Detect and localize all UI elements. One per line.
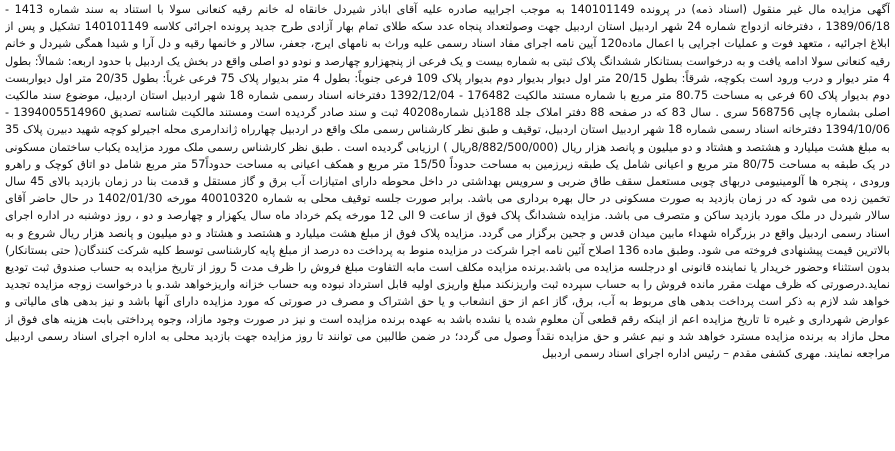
auction-notice [5,0,890,451]
auction-notice-text: آگهی مزایده مال غیر منقول (اسناد ذمه) در پرونده 140101149 به موجب اجراییه صادره علیه آقای اباذر شیردل خانقاه له خانم رقیه کنعانی سولا با استناد به سند شماره 1413 - 1389/06/18 ، دفترخانه ازدواج شماره 24 شهر اردبیل استان اردبیل جهت وصولتعداد پنجاه عدد سکه طلای تمام بهار آزادی طرح جدید پرونده اجرائی کلاسه 140101149 تشکیل و پس از ابلاغ اجرائیه ، متعهد فوت و عملیات اجرایی با اعمال ماده120 آیین نامه اجرای مفاد اسناد رسمی علیه وراث به نامهای ایرج، جعفر، سالار و خانمها رقیه و دل آرا و شیدا همگی شیردل و خانم رقیه کنعانی سولا ادامه یافت و به درخواست بستانکار ششدانگ پلاک ثبتی به شماره بیست و یک فرعی از پنجهزارو چهارصد و نودو دو اصلی واقع در بخش یک اردبیل با حدود اربعه: شمالاً: بطول 4 متر دیوار و درب ورود است بکوچه، شرقاً: بطول 20/15 متر اول دیوار بدیوار دوم بدیوار پلاک 109 فرعی جنوباً: بطول 4 متر بدیوار پلاک 75 فرعی غرباً: بطول 20/35 متر اول دیواربست دوم بدیوار پلاک 60 فرعی به مساحت 80.75 متر مربع با شماره مستند مالکیت 176482 - 1392/12/04 دفترخانه اسناد رسمی شماره 18 شهر اردبیل استان اردبیل، موضوع سند مالکیت اصلی بشماره چاپی 568756 سری . سال 83 که در صفحه 88 دفتر املاک جلد 188ذیل شماره40208 ثبت و سند صادر گردیده است ومستند مالکیت شناسه تصدیق 1394005514960 - 1394/10/06 دفترخانه اسناد رسمی شماره 18 شهر اردبیل استان اردبیل، توقیف و طبق نظر کارشناس رسمی ملک واقع در اردبیل چهارراه ژاندارمری محله اجیرلو کوچه شهید دبیرن پلاک 35 به مبلغ هشت میلیارد و هشتصد و هشتاد و دو میلیون و پانصد هزار ریال (8/882/500/000ریال ) ارزیابی گردیده است . طبق نظر کارشناس رسمی ملک مورد مزایده یکباب ساختمان مسکونی در یک طبقه به مساحت 80/75 متر مربع و اعیانی شامل یک طبقه زیرزمین به مساحت حدوداً 15/50 متر مربع و همکف اعیانی به مساحت حدوداً57 متر مربع شامل دو اتاق کوچک و راهرو ورودی ، پنجره ها آلومینیومی دربهای چوبی مستعمل سقف طاق ضربی و سرویس بهداشتی در داخل محوطه دارای امتیازات آب برق و گاز مستقل و قدمت بنا در زمان بازدید بالای 45 سال تخمین زده می شود که در زمان بازدید به صورت مسکونی در حال بهره برداری می باشد. برابر صورت جلسه توقیف محلی به شماره 40010320 مورخه 1402/01/30 در حال حاضر آقای سالار شیردل در ملک مورد بازدید ساکن و متصرف می باشد. مزایده ششدانگ پلاک فوق از ساعت 9 الی 12 مورخه یکم خرداد ماه سال یکهزار و چهارصد و دو ، روز دوشنبه در اداره اجرای اسناد رسمی اردبیل واقع در بزرگراه شهداء مابین میدان قدس و جحین برگزار می گردد. مزایده پلاک فوق از مبلغ هشت میلیارد و هشتصد و هشتاد و دو میلیون و پانصد هزار ریال شروع و به بالاترین قیمت پیشنهادی فروخته می شود. وطبق ماده 136 اصلاح آئین نامه اجرا شرکت در مزایده منوط به پرداخت ده درصد از مبلغ پایه کارشناسی توسط کلیه شرکت کنندگان( حتی بستانکار) بدون استثناء وحضور خریدار یا نماینده قانونی او درجلسه مزایده می باشد.برنده مزایده مکلف است مابه التفاوت مبلغ فروش را ظرف مدت 5 روز از تاریخ مزایده به حساب صندوق ثبت تودیع نماید.درصورتی که ظرف مهلت مقرر مانده فروش را به حساب سپرده ثبت واریزنکند مبلغ واریزی اولیه قابل استرداد نبوده وبه حساب خزانه واریزخواهد شد.و با درخواست زوجه مزایده تجدید خواهد شد لازم به ذکر است پرداخت بدهی های مربوط به آب، برق، گاز اعم از حق انشعاب و یا حق اشتراک و مصرف در صورتی که مورد مزایده دارای آنها باشد و نیز بدهی های مالیاتی و عوارض شهرداری و غیره تا تاریخ مزایده اعم از اینکه رقم قطعی آن معلوم شده یا نشده باشد به عهده برنده مزایده است و نیز در صورت وجود مازاد، وجوه پرداختی بابت هزینه های فوق از محل مازاد به برنده مزایده مسترد خواهد شد و نیم عشر و حق مزایده نقداً وصول می گردد؛ در ضمن طالبین می توانند تا روز مزایده جهت بازدید محلی به اداره اجرای اسناد رسمی اردبیل مراجعه نمایند. مهری کشفی مقدم – رئیس اداره اجرای اسناد رسمی اردبیل [5,3,890,361]
